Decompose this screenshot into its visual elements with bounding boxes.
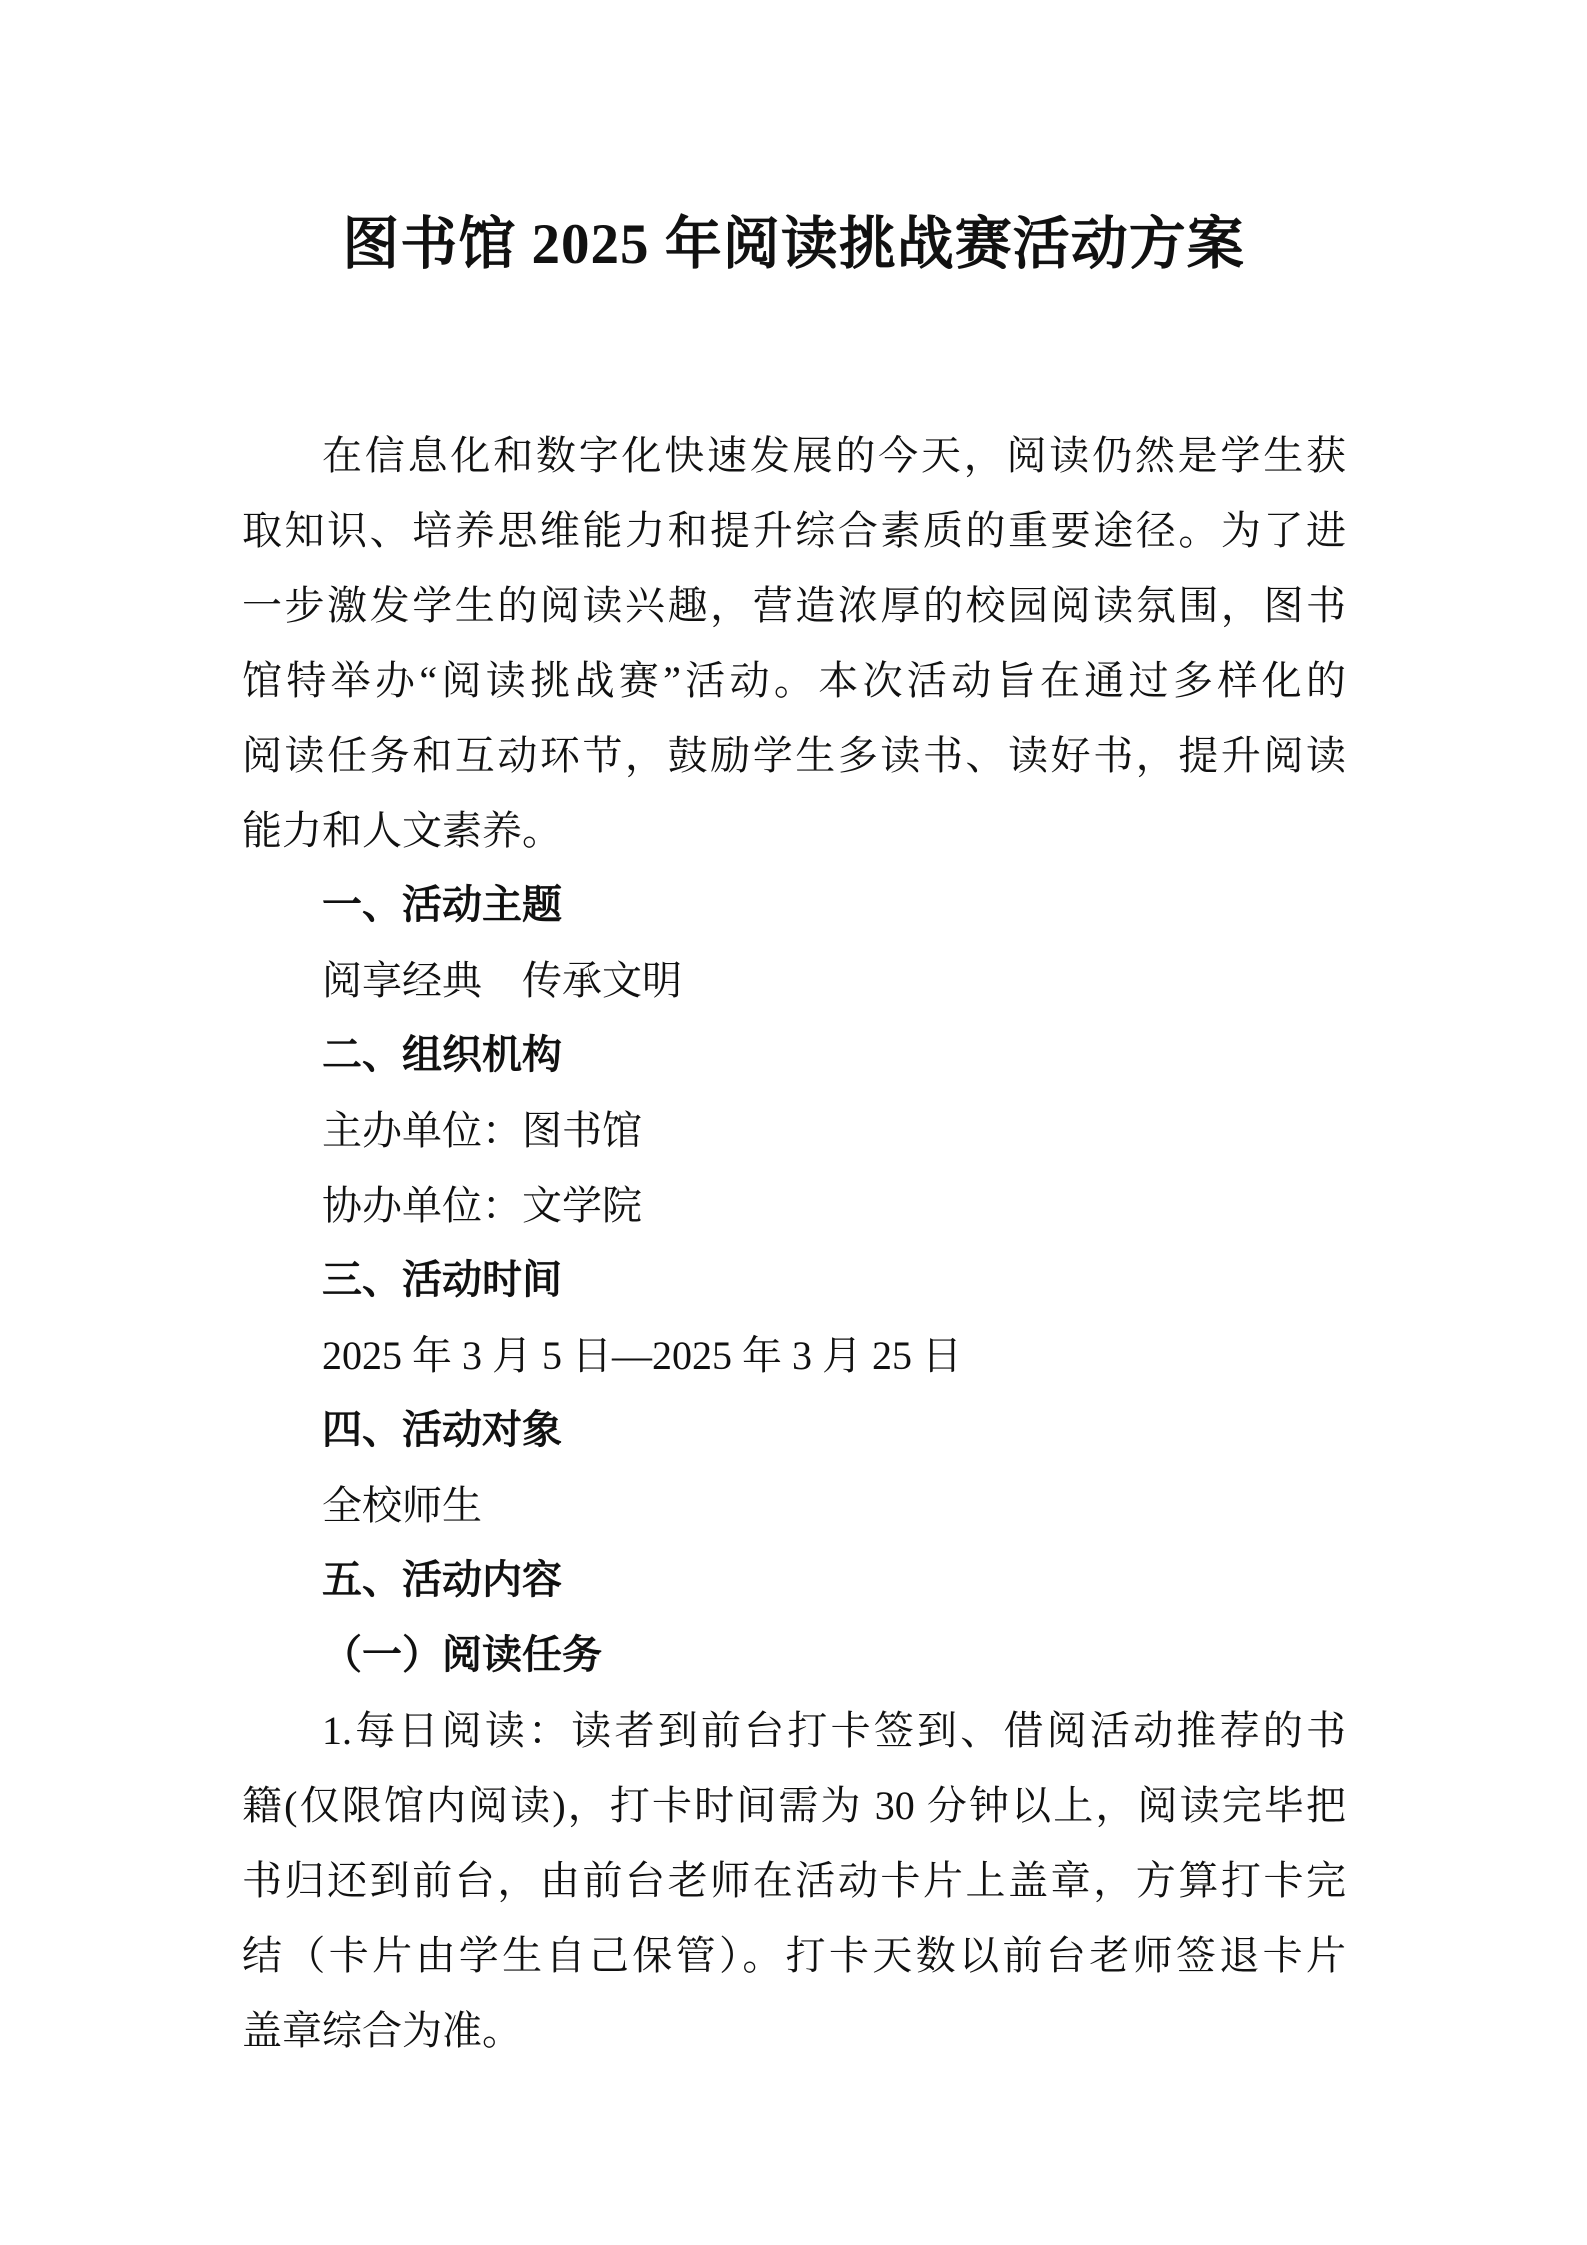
doc-line: 在信息化和数字化快速发展的今天，阅读仍然是学生获: [322, 433, 1346, 478]
doc-line: 阅读任务和互动环节，鼓励学生多读书、读好书，提升阅读: [242, 733, 1346, 778]
doc-line: （一）阅读任务: [322, 1633, 602, 1677]
doc-line: 二、组织机构: [322, 1033, 562, 1077]
doc-line: 三、活动时间: [322, 1258, 562, 1302]
doc-line: 馆特举办“阅读挑战赛”活动。本次活动旨在通过多样化的: [242, 658, 1346, 703]
doc-line: 书归还到前台，由前台老师在活动卡片上盖章，方算打卡完: [242, 1858, 1346, 1903]
doc-line: 阅享经典 传承文明: [322, 958, 682, 1003]
document-title: 图书馆 2025 年阅读挑战赛活动方案: [342, 213, 1245, 276]
doc-line: 主办单位：图书馆: [322, 1108, 642, 1153]
doc-line: 取知识、培养思维能力和提升综合素质的重要途径。为了进: [242, 508, 1346, 553]
doc-line: 四、活动对象: [322, 1408, 562, 1452]
doc-line: 五、活动内容: [322, 1558, 562, 1602]
doc-line: 一、活动主题: [322, 883, 562, 927]
doc-line: 1.每日阅读：读者到前台打卡签到、借阅活动推荐的书: [322, 1708, 1346, 1753]
doc-line: 全校师生: [322, 1483, 482, 1528]
doc-line: 籍(仅限馆内阅读)，打卡时间需为 30 分钟以上，阅读完毕把: [242, 1783, 1346, 1828]
doc-line: 能力和人文素养。: [242, 808, 562, 853]
document-body: [242, 418, 1346, 2068]
doc-line: 结（卡片由学生自己保管）。打卡天数以前台老师签退卡片: [242, 1933, 1346, 1978]
doc-line: 协办单位：文学院: [322, 1183, 642, 1228]
doc-line: 2025 年 3 月 5 日—2025 年 3 月 25 日: [322, 1333, 962, 1378]
doc-line: 一步激发学生的阅读兴趣，营造浓厚的校园阅读氛围，图书: [242, 583, 1346, 628]
doc-line: 盖章综合为准。: [242, 2008, 522, 2053]
